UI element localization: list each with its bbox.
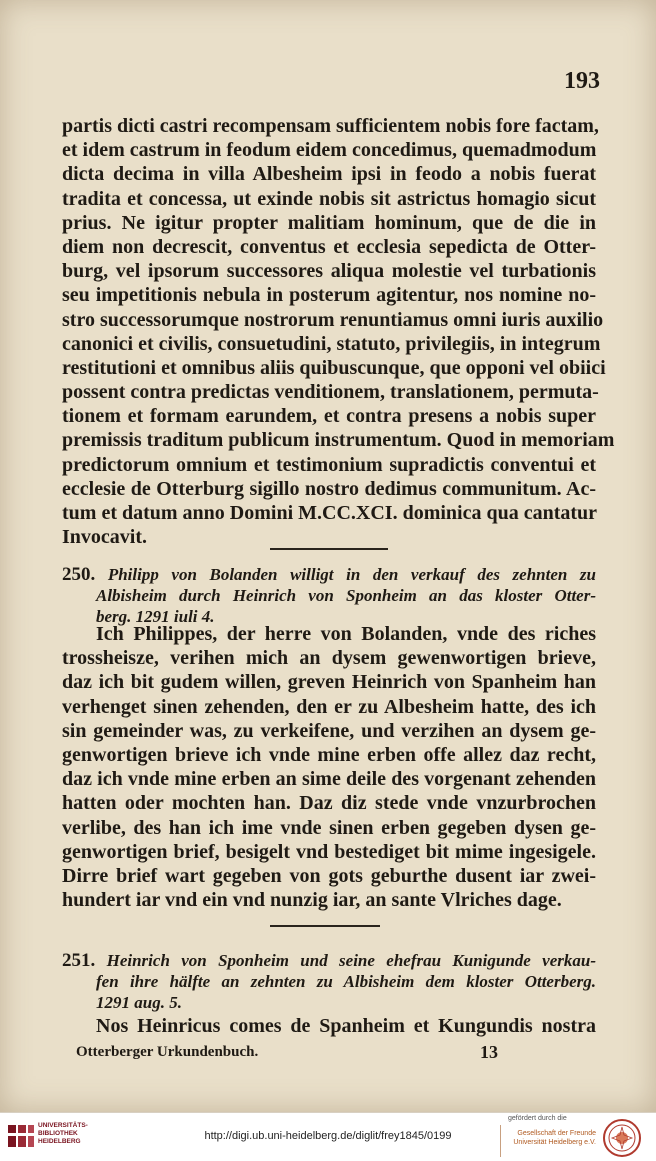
permalink-url[interactable]: http://digi.ub.uni-heidelberg.de/diglit/frey1845/0199 <box>204 1130 452 1142</box>
text-line: prius. Ne igitur propter malitiam hominum, que de die in <box>62 211 596 234</box>
heading-line: 1291 aug. 5. <box>96 993 182 1012</box>
viewer-footer-bar <box>0 1112 656 1161</box>
text-line: verlibe, des han ich ime vnde sinen erben gegeben dysen ge- <box>62 816 596 839</box>
text-line: burg, vel ipsorum successores aliqua molestie vel turbationis <box>62 260 596 283</box>
text-line: tionem et formam earundem, et contra presens a nobis super <box>62 405 596 428</box>
heading-line: berg. 1291 iuli 4. <box>96 607 215 626</box>
library-name-line: BIBLIOTHEK <box>38 1130 78 1137</box>
text-line: et idem castrum in feodum eidem concedimus, quemadmodum <box>62 139 597 162</box>
latin-charter-paragraph <box>62 114 615 549</box>
heading-line: Albisheim durch Heinrich von Sponheim an das kloster Otter- <box>96 586 596 605</box>
text-line: restitutioni et omnibus aliis quibuscunque, que opponi vel obiici <box>62 356 606 379</box>
library-name-line: UNIVERSITÄTS- <box>38 1122 88 1129</box>
page-number: 193 <box>564 68 600 94</box>
footer-book-title: Otterberger Urkundenbuch. <box>76 1044 259 1060</box>
entry-251-heading <box>62 950 596 1013</box>
text-line: genwortigen brieve ich vnde mine erben offe allez daz recht, <box>62 743 596 766</box>
text-line: Dirre brief wart gegeben von gots geburthe dusent iar zwei- <box>62 864 596 887</box>
heading-line: fen ihre hälfte an zehnten zu Albisheim dem kloster Otterberg. <box>96 972 596 991</box>
text-line: stro successorumque nostrorum renuntiamus omni iuris auxilio <box>62 308 604 331</box>
text-line: daz ich vnde mine erben an sime deile des vorgenant zehenden <box>62 768 596 791</box>
entry-250-heading <box>62 564 596 627</box>
text-line: predictorum omnium et testimonium supradictis conventui et <box>62 453 596 476</box>
entry-number: 250. <box>62 564 96 585</box>
text-line: hatten oder mochten han. Daz diz stede vnde vnzurbrochen <box>62 792 596 815</box>
sponsor-divider <box>500 1125 501 1157</box>
sponsor-name[interactable] <box>506 1129 596 1147</box>
entry-number: 251. <box>62 950 96 971</box>
text-line: partis dicti castri recompensam sufficientem nobis fore factam, <box>62 115 599 137</box>
text-line: possent contra predictas venditionem, translationem, permuta- <box>62 381 599 404</box>
section-divider <box>270 925 380 927</box>
text-line: daz ich bit gudem willen, greven Heinrich von Spanheim han <box>62 671 596 694</box>
text-line: ecclesie de Otterburg sigillo nostro dedimus communitum. Ac- <box>62 477 596 500</box>
text-line: sin gemeinder was, zu verkeifene, und verzihen an dysem ge- <box>62 719 596 742</box>
text-line: genwortigen brief, besigelt vnd bestediget bit mime ingesigele. <box>62 840 596 863</box>
text-line: seu impetitionis nebula in posterum agitentur, nos nomine no- <box>62 284 596 307</box>
text-line: canonici et civilis, consuetudini, statuto, privilegiis, in integrum <box>62 332 601 355</box>
sponsor-name-line: Universität Heidelberg e.V. <box>513 1139 596 1146</box>
text-line: tum et datum anno Domini M.CC.XCI. dominica qua cantatur <box>62 502 598 524</box>
text-line: hundert iar vnd ein vnd nunzig iar, an sante Vlriches dage. <box>62 889 562 912</box>
entry-251-text <box>62 1014 596 1038</box>
sponsor-name-line: Gesellschaft der Freunde <box>517 1130 596 1137</box>
sponsor-intro-text: gefördert durch die <box>508 1115 567 1122</box>
text-line: Nos Heinricus comes de Spanheim et Kungundis nostra <box>96 1015 596 1037</box>
text-line: Ich Philippes, der herre von Bolanden, vnde des riches <box>96 623 596 645</box>
text-line: Invocavit. <box>62 526 147 549</box>
text-line: premissis traditum publicum instrumentum. Quod in memoriam <box>62 429 615 452</box>
text-line: diem non decrescit, conventus et ecclesia sepedicta de Otter- <box>62 235 596 258</box>
library-name-line: HEIDELBERG <box>38 1138 81 1145</box>
footer-signature-mark: 13 <box>480 1042 498 1062</box>
section-divider <box>270 548 388 550</box>
entry-250-text <box>62 622 596 912</box>
text-line: verhenget sinen zehenden, den er zu Albesheim hatte, des ich <box>62 695 596 718</box>
university-seal-icon <box>602 1118 642 1158</box>
text-line: dicta decima in villa Albesheim ipsi in feodo a nobis fuerat <box>62 163 596 186</box>
text-line: trossheisze, verihen mich an dysem gewenwortigen brieve, <box>62 647 596 670</box>
heading-line: Philipp von Bolanden willigt in den verkauf des zehnten zu <box>107 565 596 584</box>
text-line: tradita et concessa, ut exinde nobis sit astrictus homagio sicut <box>62 187 596 210</box>
heading-line: Heinrich von Sponheim und seine ehefrau Kunigunde verkau- <box>106 951 597 970</box>
